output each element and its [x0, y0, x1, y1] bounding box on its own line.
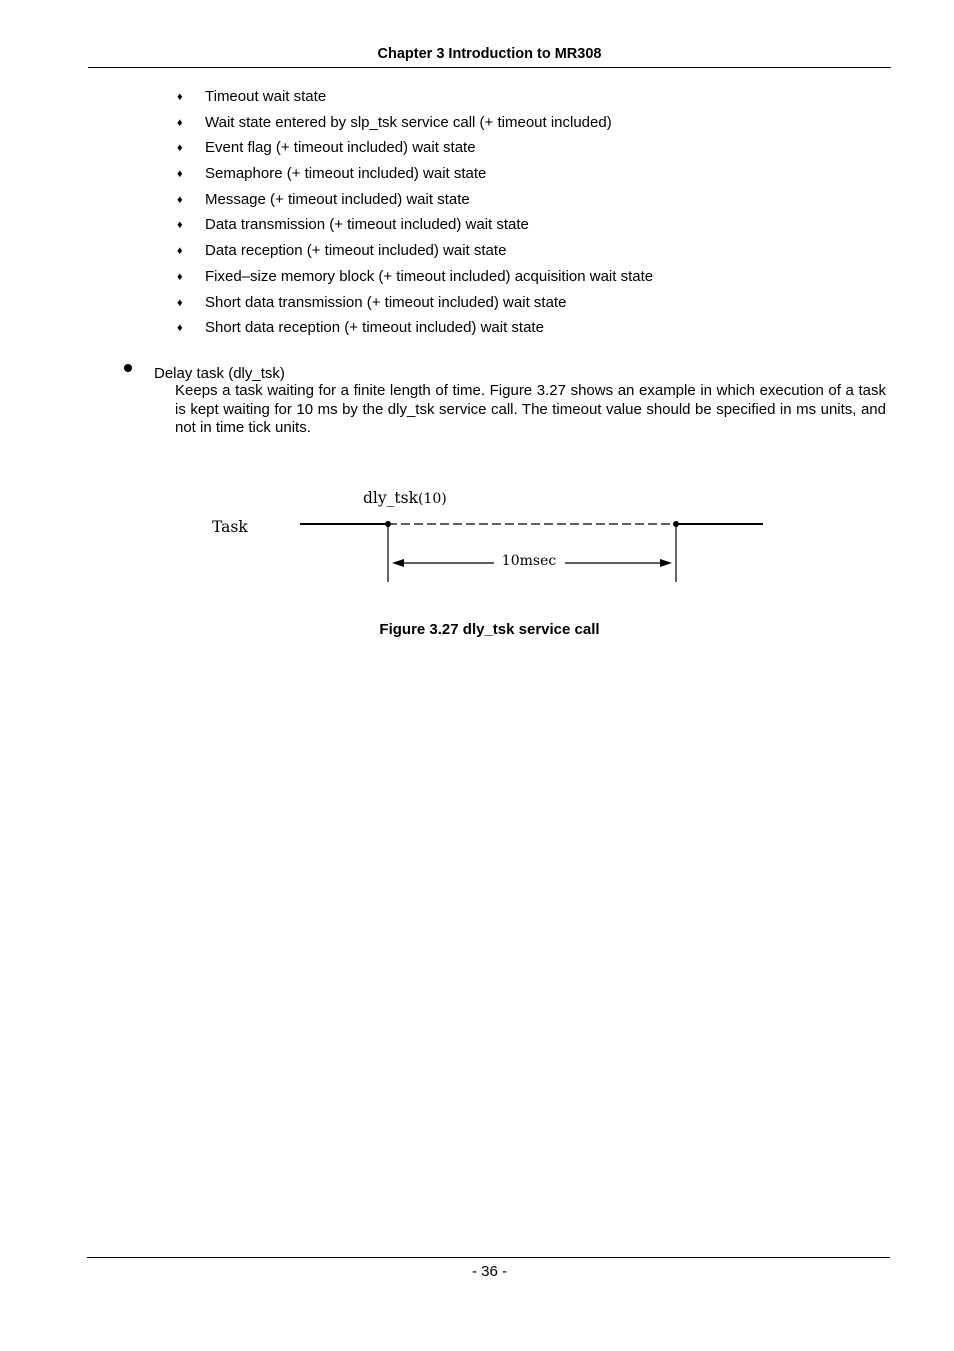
list-item-text: Short data transmission (+ timeout included) wait state: [205, 293, 567, 311]
duration-label: 10msec: [501, 553, 557, 569]
diamond-bullet-icon: ♦: [177, 116, 183, 129]
page-number: - 36 -: [471, 1263, 507, 1280]
diamond-bullet-icon: ♦: [177, 91, 183, 103]
duration-arrow-left-head: [392, 559, 404, 567]
list-item-text: Message (+ timeout included) wait state: [205, 190, 470, 208]
list-item-text: Timeout wait state: [205, 88, 327, 105]
dly-tsk-timing-diagram: [0, 0, 954, 660]
diamond-bullet-icon: ♦: [177, 322, 183, 335]
list-item-text: Semaphore (+ timeout included) wait state: [205, 165, 487, 183]
list-item-text: Event flag (+ timeout included) wait state: [205, 139, 476, 157]
service-call-argument: (10): [417, 491, 447, 507]
service-call-label: [363, 489, 447, 507]
diamond-bullet-icon: ♦: [177, 142, 183, 155]
diamond-bullet-icon: ♦: [177, 219, 183, 232]
service-call-name: dly_tsk: [363, 489, 418, 507]
diamond-bullet-icon: ♦: [177, 245, 183, 258]
diamond-bullet-icon: ♦: [177, 270, 183, 283]
duration-arrow-right-head: [660, 559, 672, 567]
list-item-text: Wait state entered by slp_tsk service call (+ timeout included): [205, 113, 612, 131]
list-item-text: Data transmission (+ timeout included) wait state: [205, 216, 529, 234]
diamond-bullet-icon: ♦: [177, 193, 183, 206]
figure-caption: Figure 3.27 dly_tsk service call: [379, 621, 600, 638]
page-header-title: Chapter 3 Introduction to MR308: [377, 46, 602, 62]
list-item-text: Data reception (+ timeout included) wait state: [205, 242, 507, 260]
task-label: Task: [212, 518, 248, 536]
diamond-bullet-icon: ♦: [177, 296, 183, 309]
footer-rule: [87, 1257, 890, 1258]
diamond-bullet-icon: ♦: [177, 168, 183, 181]
list-item-text: Fixed–size memory block (+ timeout included) acquisition wait state: [205, 267, 654, 285]
delay-task-description: Keeps a task waiting for a finite length of time. Figure 3.27 shows an example in which execution of a task is kept waiting for 10 ms by the dly_tsk service call. The timeout value should be specified in ms units, and not in time tick units.: [175, 382, 886, 436]
delay-task-heading: Delay task (dly_tsk): [154, 365, 285, 382]
list-item-text: Short data reception (+ timeout included) wait state: [205, 319, 544, 337]
